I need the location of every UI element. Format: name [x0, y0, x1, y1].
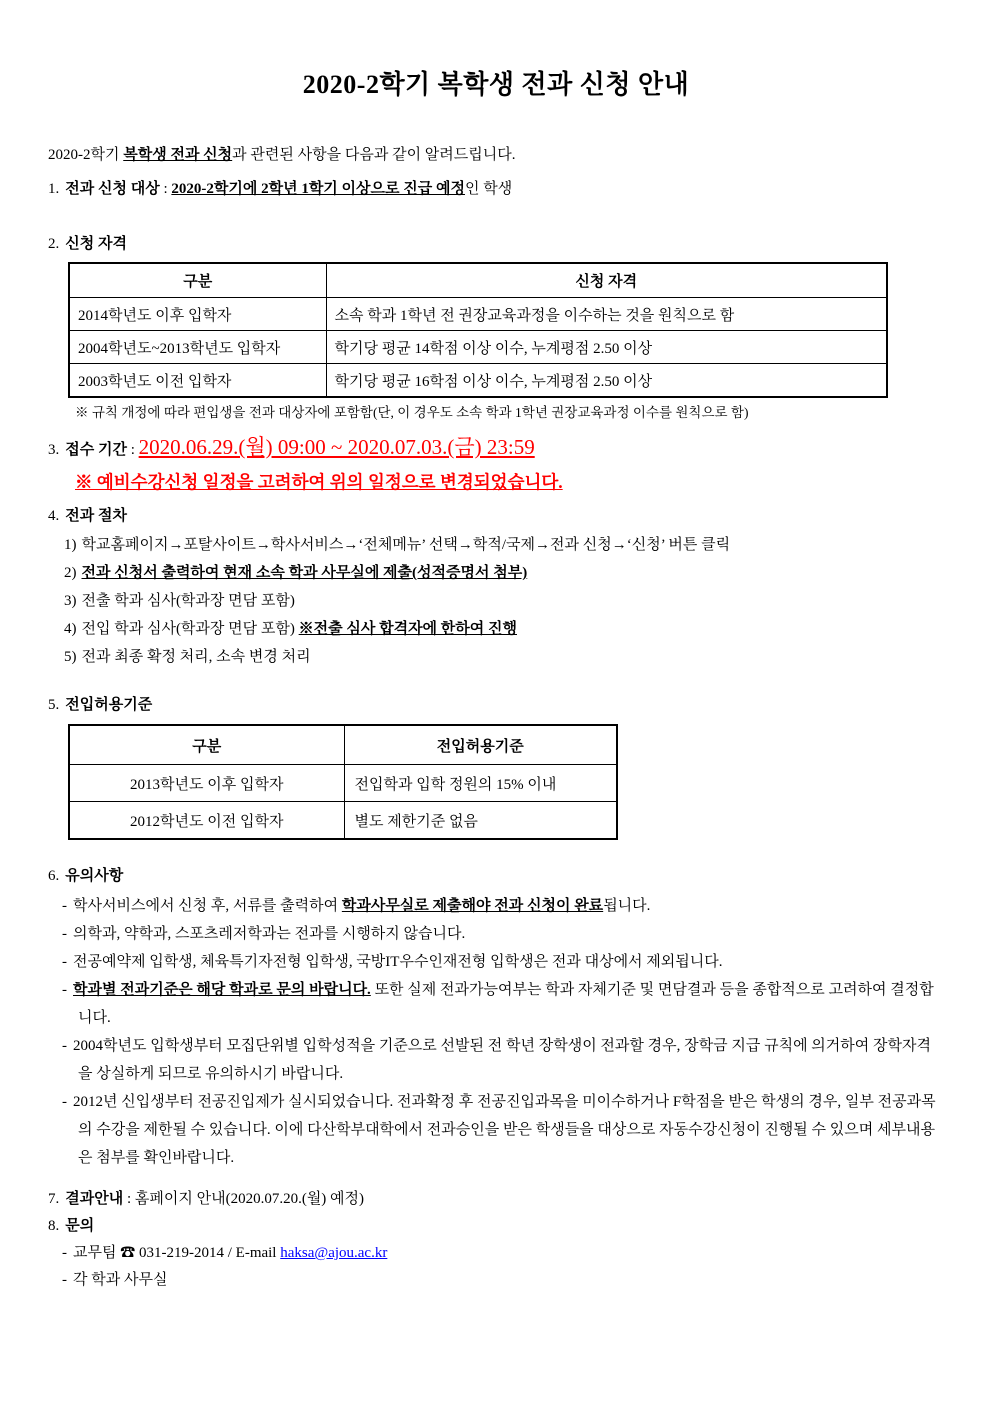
- contact-text: 031-219-2014 / E-mail: [135, 1245, 281, 1261]
- table-cell: 학기당 평균 16학점 이상 이수, 누계평점 2.50 이상: [326, 364, 887, 398]
- bullet-dash: -: [62, 1094, 67, 1110]
- section-8-heading: [48, 1213, 944, 1240]
- step-text: 전출 학과 심사(학과장 면담 포함): [81, 593, 295, 609]
- bullet-dash: -: [62, 1038, 67, 1054]
- table-row: [69, 765, 617, 802]
- table-cell: 소속 학과 1학년 전 권장교육과정을 이수하는 것을 원칙으로 함: [326, 298, 887, 331]
- table-row: [69, 802, 617, 840]
- target-emphasis: 2020-2학기에 2학년 1학기 이상으로 진급 예정: [171, 181, 465, 197]
- intro-suffix: 과 관련된 사항을 다음과 같이 알려드립니다.: [232, 147, 516, 163]
- admission-quota-table: [68, 724, 618, 840]
- bullet-dash: -: [62, 1272, 67, 1288]
- eligibility-table: [68, 262, 888, 398]
- step-item: [64, 531, 944, 559]
- section-number: 8.: [48, 1218, 60, 1234]
- step-emphasis: ※전출 심사 합격자에 한하여 진행: [298, 621, 517, 637]
- step-item: [64, 587, 944, 615]
- separator: :: [123, 1191, 135, 1207]
- section-4-heading: [48, 506, 944, 527]
- list-item: [48, 920, 944, 948]
- bullet-dash: -: [62, 926, 67, 942]
- target-suffix: 인 학생: [464, 181, 513, 197]
- section-number: 5.: [48, 697, 60, 713]
- notes-list: [48, 892, 944, 1172]
- table-header-row: [69, 263, 887, 298]
- table-cell: 2014학년도 이후 입학자: [69, 298, 326, 331]
- step-number: 4): [64, 621, 77, 637]
- note-text: 2012년 신입생부터 전공진입제가 실시되었습니다. 전과확정 후 전공진입과목을 미이수하거나 F학점을 받은 학생의 경우, 일부 전공과목의 수강을 제한될 수 있습니다. 이에 다산학부대학에서 전과승인을 받은 학생들을 대상으로 자동수강신청이 진행될 수 있으며 세부내용은 첨부를 확인바랍니다.: [73, 1094, 936, 1166]
- contact-list: [48, 1240, 944, 1294]
- step-item: [64, 643, 944, 671]
- table-header-cell: 전입허용기준: [344, 725, 617, 765]
- contact-text: 각 학과 사무실: [73, 1272, 168, 1288]
- table-footnote: ※ 규칙 개정에 따라 편입생을 전과 대상자에 포함함(단, 이 경우도 소속 학과 1학년 권장교육과정 이수를 원칙으로 함): [75, 405, 749, 420]
- note-text: 됩니다.: [603, 898, 651, 914]
- step-item: [64, 559, 944, 587]
- step-number: 1): [64, 537, 77, 553]
- table-cell: 2004학년도~2013학년도 입학자: [69, 331, 326, 364]
- note-emphasis: 학과별 전과기준은 해당 학과로 문의 바랍니다.: [73, 982, 371, 998]
- list-item: [48, 1088, 944, 1172]
- results-text: 홈페이지 안내(2020.07.20.(월) 예정): [134, 1191, 365, 1207]
- intro-emphasis: 복학생 전과 신청: [123, 147, 233, 163]
- step-text: 전과 최종 확정 처리, 소속 변경 처리: [81, 649, 311, 665]
- table-cell: 2003학년도 이전 입학자: [69, 364, 326, 398]
- section-1-target: [48, 179, 944, 200]
- section-label: 전입허용기준: [65, 697, 153, 713]
- table-row: [69, 298, 887, 331]
- application-period: 2020.06.29.(월) 09:00 ~ 2020.07.03.(금) 23:59: [138, 435, 535, 459]
- step-item: [64, 615, 944, 643]
- step-emphasis: 전과 신청서 출력하여 현재 소속 학과 사무실에 제출(성적증명서 첨부): [81, 565, 528, 581]
- section-label: 신청 자격: [65, 236, 127, 252]
- table-header-cell: 구분: [69, 725, 344, 765]
- schedule-change-notice: ※ 예비수강신청 일정을 고려하여 위의 일정으로 변경되었습니다.: [75, 472, 563, 492]
- section-7-results: [48, 1186, 944, 1213]
- table-header-cell: 신청 자격: [326, 263, 887, 298]
- bullet-dash: -: [62, 982, 67, 998]
- note-text: 2004학년도 입학생부터 모집단위별 입학성적을 기준으로 선발된 전 학년 장학생이 전과할 경우, 장학금 지급 규칙에 의거하여 장학자격을 상실하게 되므로 유의하시기 바랍니다.: [73, 1038, 931, 1082]
- section-number: 3.: [48, 442, 60, 458]
- step-text: 전입 학과 심사(학과장 면담 포함): [81, 621, 299, 637]
- section-5-heading: [48, 695, 944, 716]
- page-title: 2020-2학기 복학생 전과 신청 안내: [302, 70, 690, 99]
- step-number: 2): [64, 565, 77, 581]
- separator: :: [159, 181, 172, 197]
- step-number: 5): [64, 649, 77, 665]
- contact-text: 교무팀: [73, 1245, 121, 1261]
- bullet-dash: -: [62, 1245, 67, 1261]
- table-header-cell: 구분: [69, 263, 326, 298]
- list-item: [48, 1032, 944, 1088]
- note-text: 전공예약제 입학생, 체육특기자전형 입학생, 국방IT우수인재전형 입학생은 전과 대상에서 제외됩니다.: [73, 954, 723, 970]
- bullet-dash: -: [62, 954, 67, 970]
- section-2-heading: [48, 234, 944, 255]
- note-text: 학사서비스에서 신청 후, 서류를 출력하여: [73, 898, 342, 914]
- section-6-heading: [48, 866, 944, 887]
- section-number: 2.: [48, 236, 60, 252]
- step-number: 3): [64, 593, 77, 609]
- list-item: [48, 892, 944, 920]
- table-header-row: [69, 725, 617, 765]
- separator: :: [126, 442, 139, 458]
- procedure-steps: [64, 531, 944, 671]
- table-row: [69, 331, 887, 364]
- list-item: [48, 1240, 944, 1267]
- section-label: 결과안내: [65, 1191, 124, 1207]
- table-cell: 2012학년도 이전 입학자: [69, 802, 344, 840]
- intro-prefix: 2020-2학기: [48, 147, 124, 163]
- note-emphasis: 학과사무실로 제출해야 전과 신청이 완료: [341, 898, 604, 914]
- table-cell: 2013학년도 이후 입학자: [69, 765, 344, 802]
- note-text: 의학과, 약학과, 스포츠레저학과는 전과를 시행하지 않습니다.: [73, 926, 466, 942]
- section-3-period: [48, 433, 944, 464]
- list-item: [48, 976, 944, 1032]
- section-number: 7.: [48, 1191, 60, 1207]
- section-label: 전과 절차: [65, 508, 127, 524]
- phone-icon: ☎: [120, 1245, 136, 1261]
- table-row: [69, 364, 887, 398]
- note-text: 또한 실제 전과가능여부는 학과 자체기준 및 면담결과 등을 종합적으로 고려하여 결정합니다.: [78, 982, 934, 1026]
- table-cell: 별도 제한기준 없음: [344, 802, 617, 840]
- section-number: 4.: [48, 508, 60, 524]
- table-cell: 전입학과 입학 정원의 15% 이내: [344, 765, 617, 802]
- section-label: 유의사항: [65, 868, 124, 884]
- section-number: 6.: [48, 868, 60, 884]
- section-number: 1.: [48, 181, 60, 197]
- intro-paragraph: [48, 145, 944, 166]
- section-label: 접수 기간: [65, 442, 127, 458]
- step-text: 학교홈페이지→포탈사이트→학사서비스→‘전체메뉴’ 선택→학적/국제→전과 신청→‘신청’ 버튼 클릭: [81, 537, 731, 553]
- bullet-dash: -: [62, 898, 67, 914]
- list-item: [48, 1267, 944, 1294]
- section-label: 문의: [65, 1218, 95, 1234]
- section-label: 전과 신청 대상: [65, 181, 160, 197]
- list-item: [48, 948, 944, 976]
- table-cell: 학기당 평균 14학점 이상 이수, 누계평점 2.50 이상: [326, 331, 887, 364]
- email-link[interactable]: haksa@ajou.ac.kr: [280, 1245, 388, 1261]
